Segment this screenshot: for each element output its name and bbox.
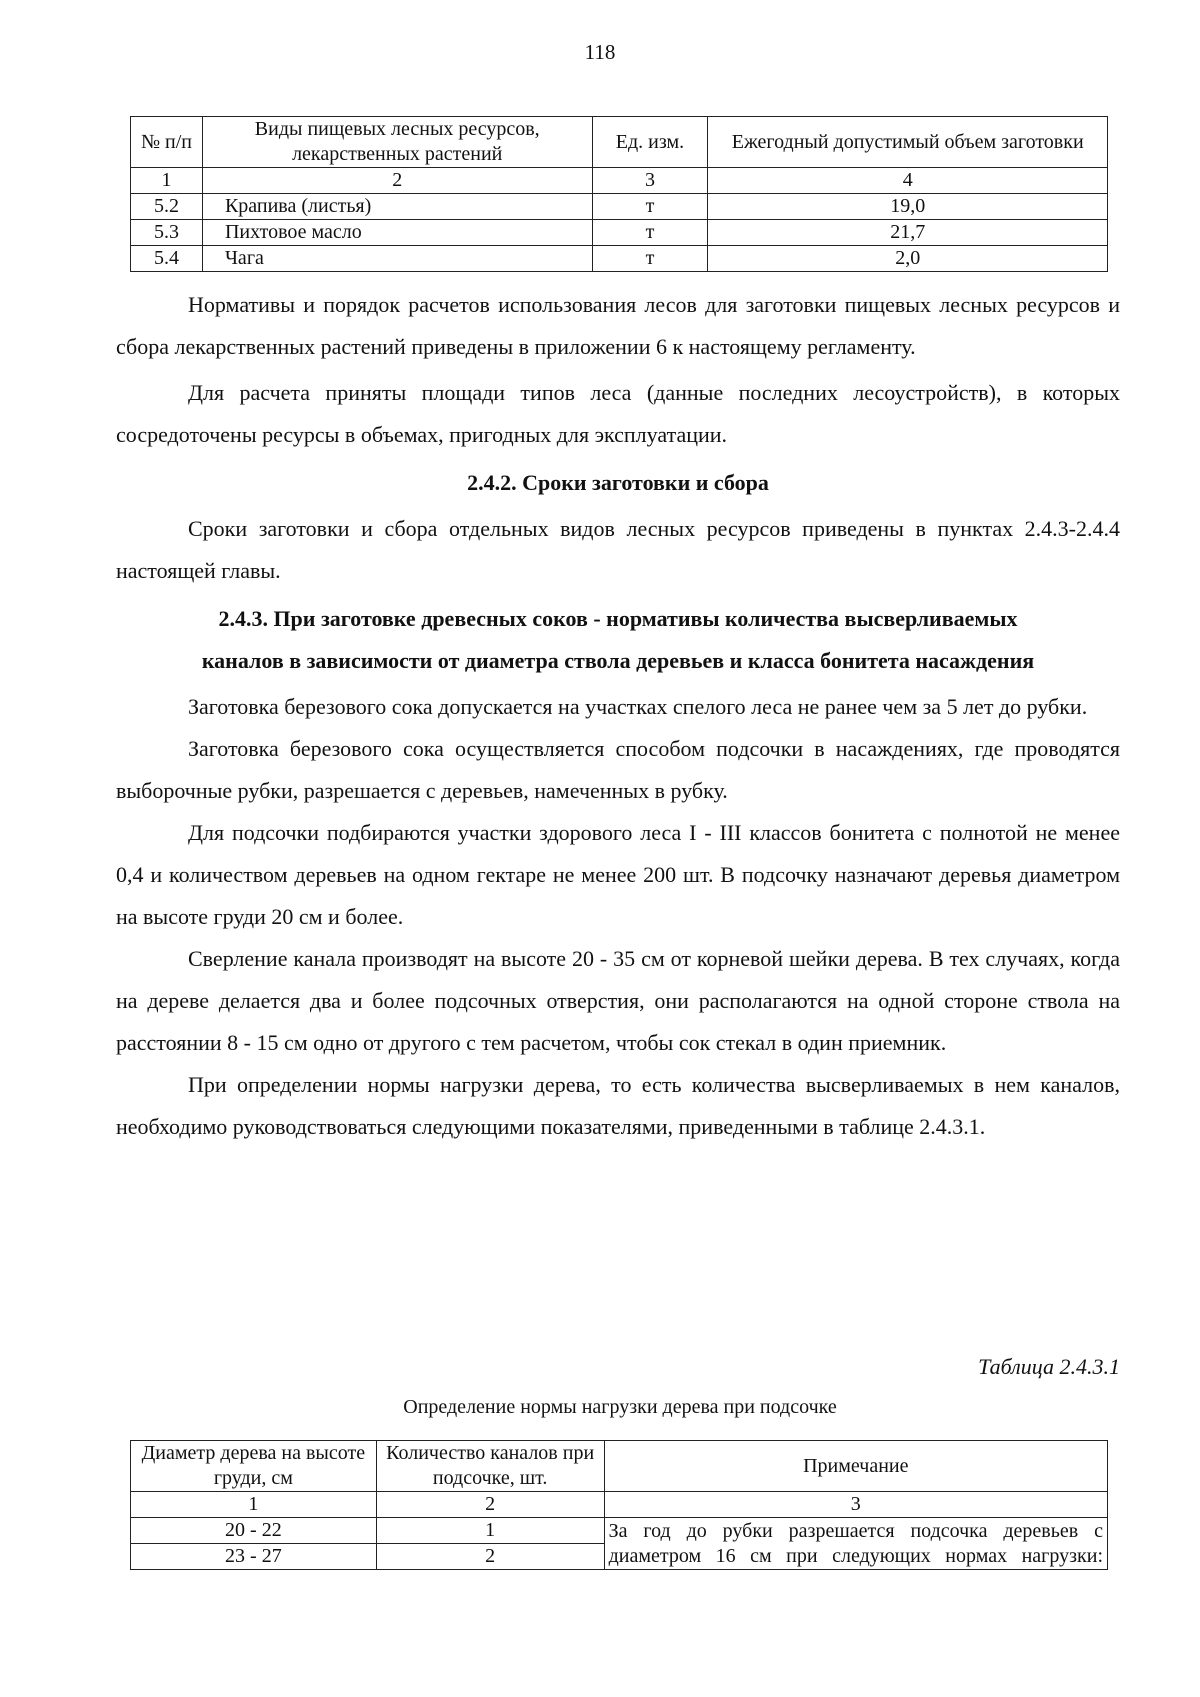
- row-resource-name: Пихтовое масло: [202, 220, 592, 246]
- table-label: Таблица 2.4.3.1: [978, 1354, 1120, 1379]
- paragraph: При определении нормы нагрузки дерева, то есть количества высверливаемых в нем каналов, необходимо руководствоваться следующими показателями, приведенными в таблице 2.4.3.1.: [116, 1072, 1120, 1139]
- forest-resources-table: [130, 116, 1108, 272]
- table-column-numbers-row: [131, 1492, 1108, 1518]
- section-heading-2-4-2: 2.4.2. Сроки заготовки и сбора: [467, 470, 769, 495]
- paragraph: Сверление канала производят на высоте 20 - 35 см от корневой шейки дерева. В тех случаях, когда на дереве делается два и более подсочных отверстия, они располагаются на одной стороне ствола на расстоянии 8 - 15 см одно от другого с тем расчетом, чтобы сок стекал в один приемник.: [116, 946, 1120, 1055]
- column-number: 2: [376, 1492, 604, 1518]
- header-resource-type: Виды пищевых лесных ресурсов, лекарственных растений: [202, 117, 592, 168]
- column-number: 4: [708, 168, 1108, 194]
- note-line: За год до рубки разрешается подсочка деревьев с: [608, 1519, 1103, 1542]
- tree-load-table: [130, 1440, 1108, 1570]
- table-title: Определение нормы нагрузки дерева при подсочке: [403, 1396, 837, 1418]
- section-heading-2-4-3-line2: каналов в зависимости от диаметра ствола деревьев и класса бонитета насаждения: [201, 648, 1035, 673]
- header-note: Примечание: [604, 1441, 1107, 1492]
- header-unit: Ед. изм.: [592, 117, 708, 168]
- paragraph: Сроки заготовки и сбора отдельных видов лесных ресурсов приведены в пунктах 2.4.3-2.4.4 настоящей главы.: [116, 516, 1120, 583]
- column-number: 1: [131, 1492, 377, 1518]
- header-diameter: Диаметр дерева на высоте груди, см: [131, 1441, 377, 1492]
- row-unit: т: [592, 220, 708, 246]
- row-id: 5.2: [131, 194, 203, 220]
- section-heading-2-4-3-line1: 2.4.3. При заготовке древесных соков - нормативы количества высверливаемых: [218, 606, 1018, 631]
- paragraph: Заготовка березового сока осуществляется способом подсочки в насаждениях, где проводятся выборочные рубки, разрешается с деревьев, намеченных в рубку.: [116, 736, 1120, 803]
- table-row: [131, 1518, 1108, 1544]
- row-id: 5.4: [131, 246, 203, 272]
- page-number: 118: [584, 40, 616, 64]
- table-column-numbers-row: [131, 168, 1108, 194]
- row-channels: 2: [376, 1544, 604, 1570]
- row-volume: 21,7: [708, 220, 1108, 246]
- body-text: [116, 284, 1120, 1148]
- row-unit: т: [592, 246, 708, 272]
- row-diameter: 23 - 27: [131, 1544, 377, 1570]
- column-number: 3: [592, 168, 708, 194]
- table-header-row: [131, 1441, 1108, 1492]
- row-resource-name: Крапива (листья): [202, 194, 592, 220]
- note-line: диаметром 16 см при следующих нормах нагрузки:: [608, 1544, 1103, 1567]
- row-volume: 2,0: [708, 246, 1108, 272]
- row-channels: 1: [376, 1518, 604, 1544]
- table-row: [131, 246, 1108, 272]
- row-id: 5.3: [131, 220, 203, 246]
- row-resource-name: Чага: [202, 246, 592, 272]
- header-annual-volume: Ежегодный допустимый объем заготовки: [708, 117, 1108, 168]
- column-number: 3: [604, 1492, 1107, 1518]
- header-channels: Количество каналов при подсочке, шт.: [376, 1441, 604, 1492]
- column-number: 1: [131, 168, 203, 194]
- paragraph: Для расчета приняты площади типов леса (данные последних лесоустройств), в которых сосредоточены ресурсы в объемах, пригодных для эксплуатации.: [116, 380, 1120, 447]
- header-number: № п/п: [131, 117, 203, 168]
- table-row: [131, 194, 1108, 220]
- row-diameter: 20 - 22: [131, 1518, 377, 1544]
- paragraph: Заготовка березового сока допускается на участках спелого леса не ранее чем за 5 лет до рубки.: [188, 694, 1088, 719]
- row-volume: 19,0: [708, 194, 1108, 220]
- table-row: [131, 220, 1108, 246]
- row-note: [604, 1518, 1107, 1570]
- row-unit: т: [592, 194, 708, 220]
- table-header-row: [131, 117, 1108, 168]
- paragraph: Для подсочки подбираются участки здорового леса I - III классов бонитета с полнотой не менее 0,4 и количеством деревьев на одном гектаре не менее 200 шт. В подсочку назначают деревья диаметром на высоте груди 20 см и более.: [116, 820, 1120, 929]
- column-number: 2: [202, 168, 592, 194]
- paragraph: Нормативы и порядок расчетов использования лесов для заготовки пищевых лесных ресурсов и сбора лекарственных растений приведены в приложении 6 к настоящему регламенту.: [116, 292, 1120, 359]
